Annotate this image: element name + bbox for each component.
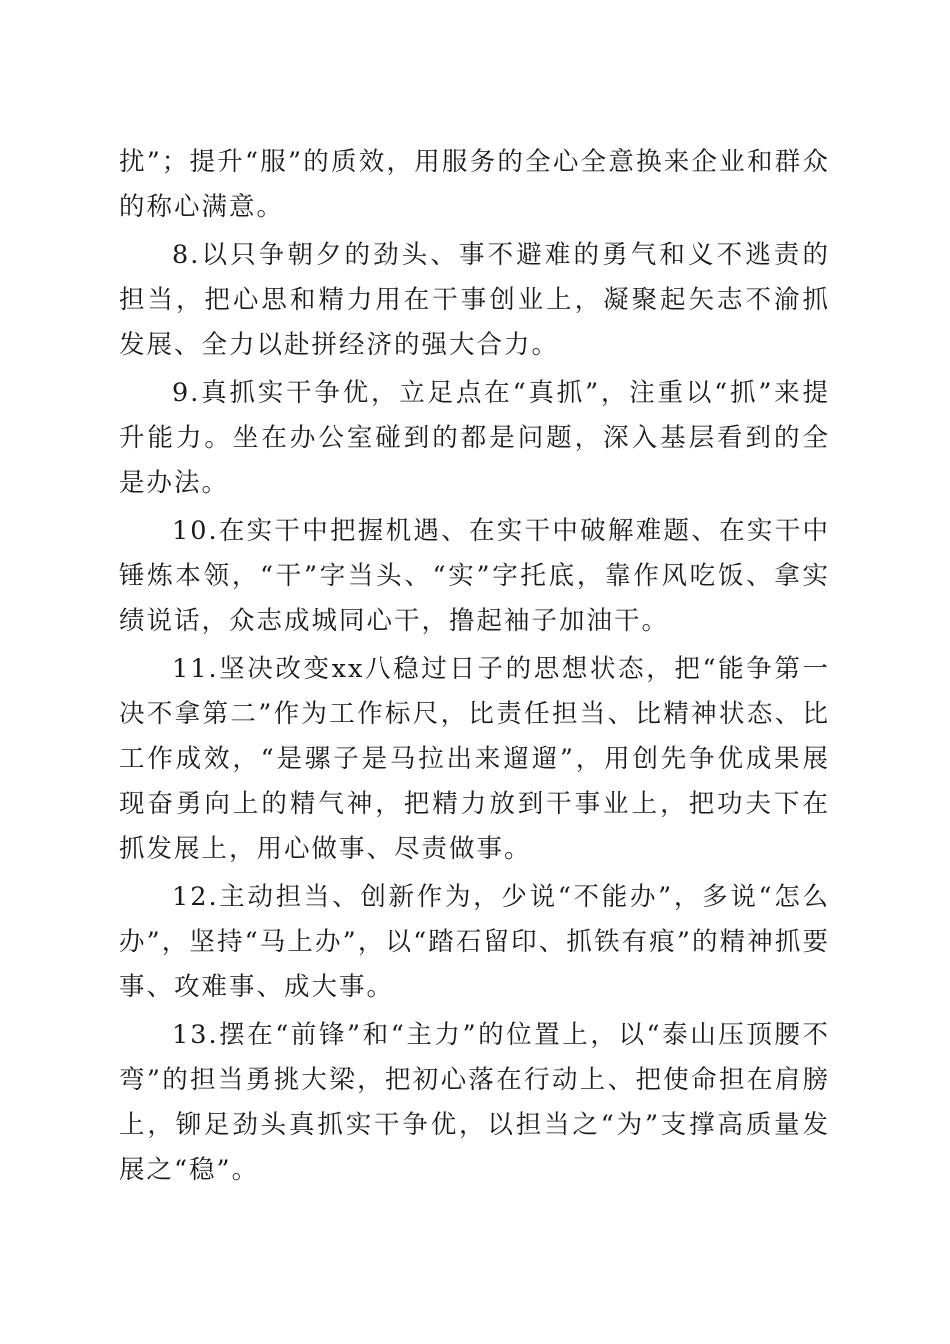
document-body: [119, 140, 830, 1193]
paragraph-item-11: 11.坚决改变xx八稳过日子的思想状态，把“能争第一决不拿第二”作为工作标尺，比责任担当、比精神状态、比工作成效，“是骡子是马拉出来遛遛”，用创先争优成果展现奋勇向上的精气神，把精力放到干事业上，把功夫下在抓发展上，用心做事、尽责做事。: [119, 654, 830, 864]
paragraph-item-13: 13.摆在“前锋”和“主力”的位置上，以“泰山压顶腰不弯”的担当勇挑大梁，把初心落在行动上、把使命担在肩膀上，铆足劲头真抓实干争优，以担当之“为”支撑高质量发展之“稳”。: [119, 1020, 830, 1185]
paragraph-continuation: 扰”；提升“服”的质效，用服务的全心全意换来企业和群众的称心满意。: [119, 147, 830, 222]
paragraph-item-8: 8.以只争朝夕的劲头、事不避难的勇气和义不逃责的担当，把心思和精力用在干事创业上，凝聚起矢志不渝抓发展、全力以赴拼经济的强大合力。: [119, 240, 830, 360]
paragraph-item-10: 10.在实干中把握机遇、在实干中破解难题、在实干中锤炼本领，“干”字当头、“实”字托底，靠作风吃饭、拿实绩说话，众志成城同心干，撸起袖子加油干。: [119, 516, 830, 636]
paragraph-item-9: 9.真抓实干争优，立足点在“真抓”，注重以“抓”来提升能力。坐在办公室碰到的都是问题，深入基层看到的全是办法。: [119, 378, 830, 498]
paragraph-item-12: 12.主动担当、创新作为，少说“不能办”，多说“怎么办”，坚持“马上办”，以“踏石留印、抓铁有痕”的精神抓要事、攻难事、成大事。: [119, 882, 830, 1002]
